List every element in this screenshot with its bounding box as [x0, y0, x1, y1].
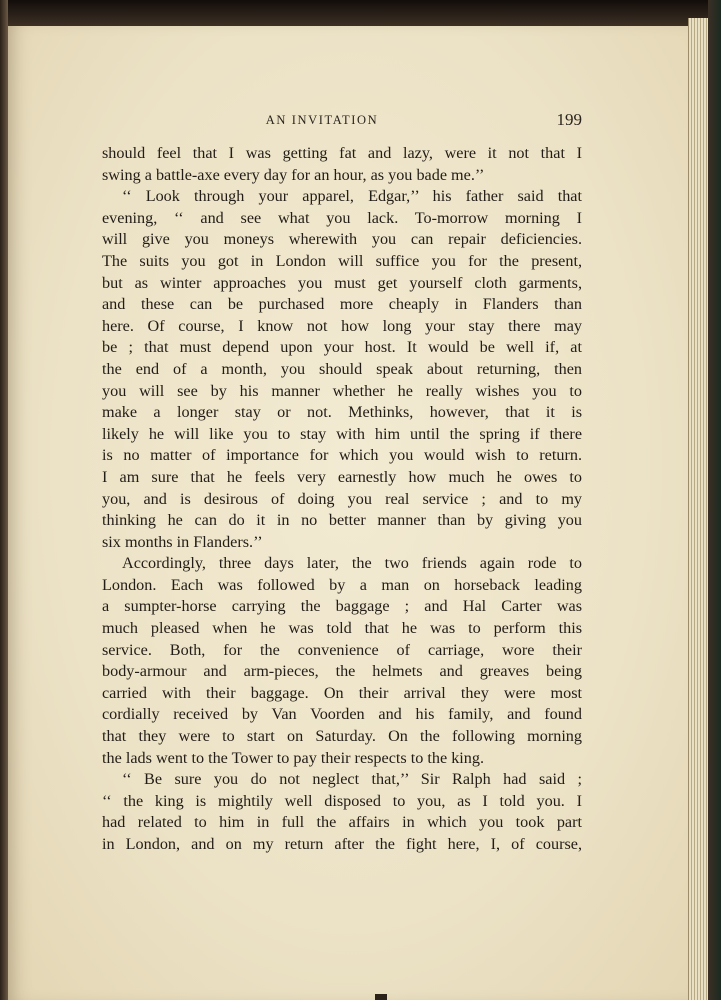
text-line: cordially received by Van Voorden and his family, and found — [102, 705, 582, 724]
text-line: London. Each was followed by a man on horseback leading — [102, 575, 582, 594]
text-line: a sumpter-horse carrying the baggage ; and Hal Carter was — [102, 597, 582, 616]
text-line: but as winter approaches you must get yourself cloth garments, — [102, 273, 582, 292]
page-number: 199 — [556, 110, 582, 129]
text-line: make a longer stay or not. Methinks, however, that it is — [102, 403, 582, 422]
text-line: ‘‘ the king is mightily well disposed to you, as I told you. I — [102, 791, 582, 810]
text-line: should feel that I was getting fat and lazy, were it not that I — [102, 144, 582, 162]
text-line: you will see by his manner whether he really wishes you to — [102, 381, 582, 400]
text-line: in London, and on my return after the fight here, I, of course, — [102, 835, 582, 853]
text-line: had related to him in full the affairs in which you took part — [102, 813, 582, 832]
text-line: the lads went to the Tower to pay their respects to the king. — [102, 748, 485, 767]
text-line: Accordingly, three days later, the two friends again rode to — [122, 554, 582, 573]
text-line: and these can be purchased more cheaply in Flanders than — [102, 295, 582, 314]
text-line: swing a battle-axe every day for an hour, as you bade me.’’ — [102, 165, 485, 184]
text-line: service. Both, for the convenience of carriage, wore their — [102, 640, 582, 659]
text-line: ‘‘ Look through your apparel, Edgar,’’ his father said that — [122, 187, 582, 206]
text-line: evening, ‘‘ and see what you lack. To-morrow morning I — [102, 208, 582, 227]
text-line: be ; that must depend upon your host. It would be well if, at — [102, 338, 582, 357]
book-cover-right — [708, 0, 721, 1000]
bottom-scan-mark — [375, 994, 387, 1000]
text-line: is no matter of importance for which you would wish to return. — [102, 446, 582, 465]
text-line: the end of a month, you should speak about returning, then — [102, 359, 582, 378]
text-line: here. Of course, I know not how long your stay there may — [102, 316, 582, 335]
text-line: you, and is desirous of doing you real service ; and to my — [102, 489, 582, 508]
page-edges — [688, 18, 709, 1000]
running-head: AN INVITATION — [265, 113, 379, 127]
text-line: carried with their baggage. On their arrival they were most — [102, 683, 582, 702]
page-header — [102, 110, 582, 132]
text-line: body-armour and arm-pieces, the helmets and greaves being — [102, 662, 582, 681]
text-line: likely he will like you to stay with him until the spring if there — [102, 424, 582, 443]
text-line: I am sure that he feels very earnestly how much he owes to — [102, 467, 582, 486]
text-line: will give you moneys wherewith you can repair deficiencies. — [102, 230, 582, 249]
binding-left-edge — [0, 0, 8, 1000]
text-line: The suits you got in London will suffice you for the present, — [102, 251, 582, 270]
text-line: that they were to start on Saturday. On the following morning — [102, 727, 582, 746]
text-line: six months in Flanders.’’ — [102, 532, 263, 551]
text-line: much pleased when he was told that he was to perform this — [102, 619, 582, 638]
top-shadow — [0, 0, 721, 26]
text-line: thinking he can do it in no better manner than by giving you — [102, 511, 582, 530]
body-text — [102, 143, 582, 856]
text-line: ‘‘ Be sure you do not neglect that,’’ Sir Ralph had said ; — [122, 770, 582, 789]
